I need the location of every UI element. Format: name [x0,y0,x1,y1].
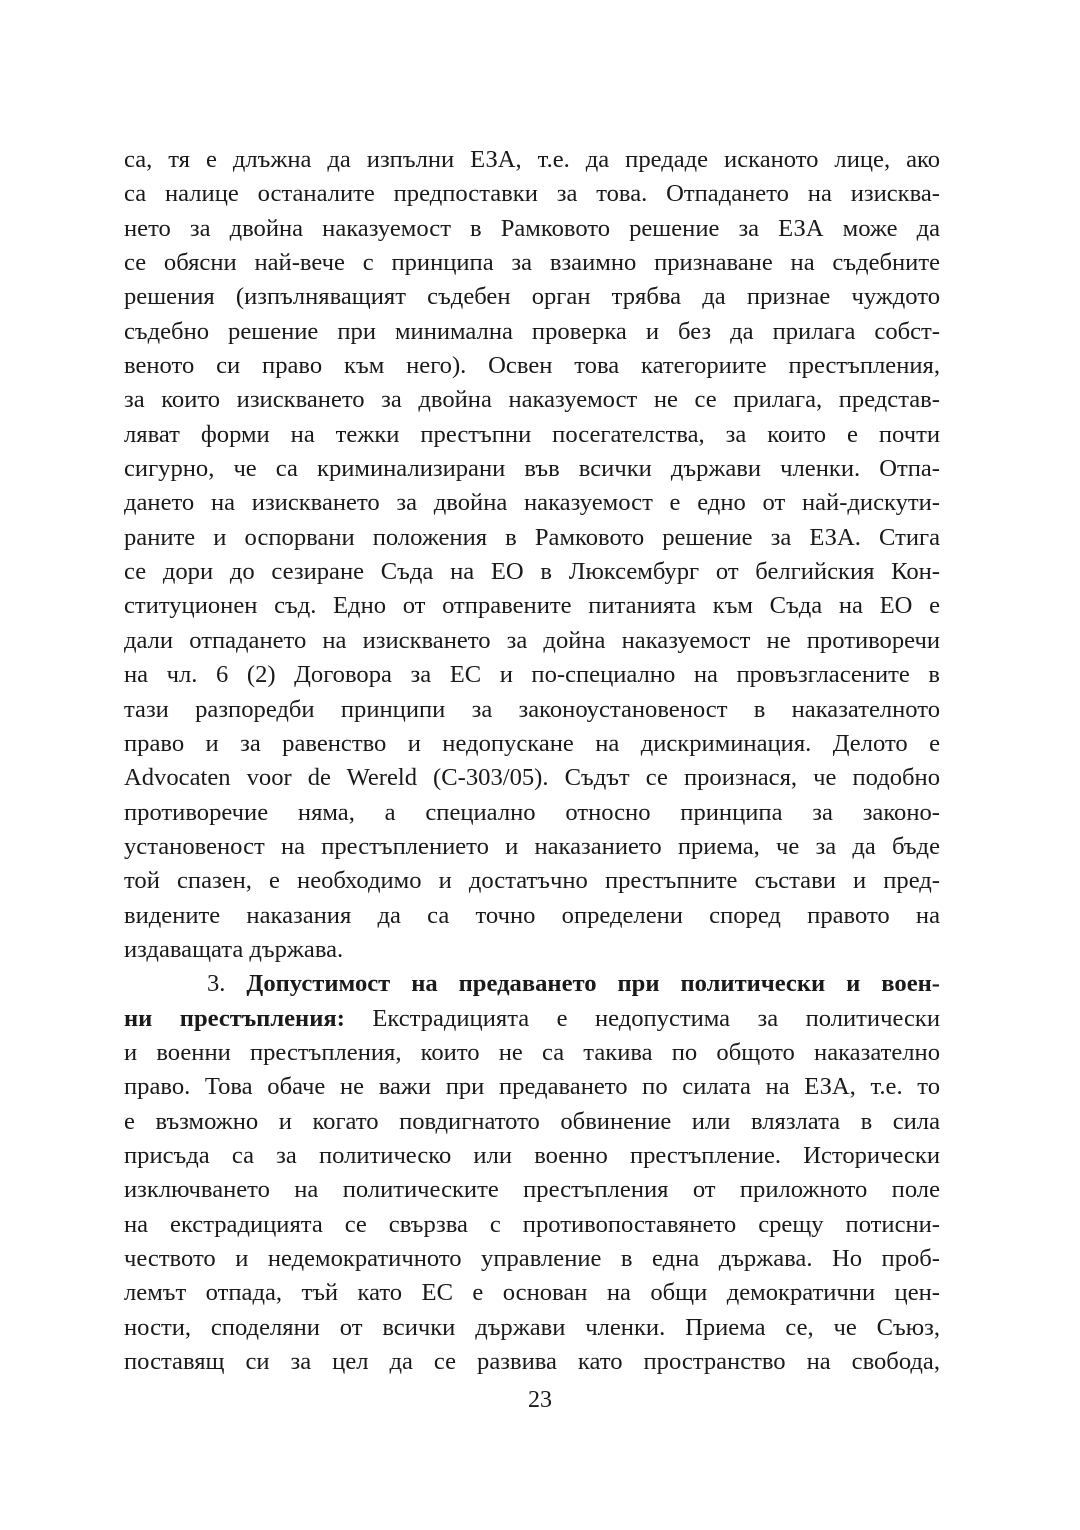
text-line: на екстрадицията се свързва с противопоставянето срещу потисни- [124,1210,940,1238]
section-title-part1: Допустимост на предаването при политически и воен- [246,970,940,998]
text-line: се дори до сезиране Съда на ЕО в Люксембург от белгийския Кон- [124,558,940,586]
section-title-part2: ни престъпления: [124,1004,345,1032]
text-line: лемът отпада, тъй като ЕС е основан на общи демократични цен- [124,1279,940,1307]
text-line: противоречие няма, а специално относно принципа за законо- [124,798,940,826]
text-line: решения (изпълняващият съдебен орган трябва да признае чуждото [124,283,940,311]
page-number: 23 [528,1387,552,1413]
text-line: ляват форми на тежки престъпни посегателства, за които е почти [124,420,940,448]
text-line: ности, споделяни от всички държави членки. Приема се, че Съюз, [124,1313,940,1341]
text-line: дането на изискването за двойна наказуемост е едно от най-дискути- [124,489,940,517]
body-text [124,143,940,1379]
text-line: издаващата държава. [124,935,344,963]
text-line: съдебно решение при минимална проверка и без да прилага собст- [124,317,940,345]
text-line: Advocaten voor de Wereld (C-303/05). Съдът се произнася, че подобно [124,764,940,792]
text-line: присъда са за политическо или военно престъпление. Исторически [124,1141,940,1169]
text-line: той спазен, е необходимо и достатъчно престъпните състави и пред- [124,867,940,895]
text-line: веното си право към него). Освен това категориите престъпления, [124,352,940,380]
text-line: изключването на политическите престъпления от приложното поле [124,1176,940,1204]
text-line: нето за двойна наказуемост в Рамковото решение за ЕЗА може да [124,214,940,242]
text-line: установеност на престъплението и наказанието приема, че за да бъде [124,832,940,860]
text-line: на чл. 6 (2) Договора за ЕС и по-специално на провъзгласените в [124,661,940,689]
text-line: са налице останалите предпоставки за това. Отпадането на изисква- [124,180,940,208]
text-line: се обясни най-вече с принципа за взаимно признаване на съдебните [124,249,940,277]
text-line: видените наказания да са точно определени според правото на [124,901,940,929]
text-line: поставящ си за цел да се развива като пространство на свобода, [124,1348,940,1376]
text-line: и военни престъпления, които не са такива по общото наказателно [124,1038,940,1066]
text-line: Екстрадицията е недопустима за политически [372,1004,940,1032]
section-number: 3. [207,970,226,998]
text-line: сигурно, че са криминализирани във всички държави членки. Отпа- [124,455,940,483]
text-line: право и за равенство и недопускане на дискриминация. Делото е [124,729,940,757]
section-heading-continuation [124,1002,940,1036]
text-line: ституционен съд. Едно от отправените питанията към Съда на ЕО е [124,592,940,620]
text-line: раните и оспорвани положения в Рамковото решение за ЕЗА. Стига [124,523,940,551]
text-line: чеството и недемократичното управление в една държава. Но проб- [124,1245,940,1272]
text-line: са, тя е длъжна да изпълни ЕЗА, т.е. да предаде исканото лице, ако [124,146,940,173]
text-line: тази разпоредби принципи за законоустановеност в наказателното [124,695,940,723]
text-line: дали отпадането на изискването за дойна наказуемост не противоречи [124,626,940,654]
text-line: за които изискването за двойна наказуемост не се прилага, представ- [124,386,940,414]
text-line: е възможно и когато повдигнатото обвинение или влязлата в сила [124,1107,940,1135]
text-line: право. Това обаче не важи при предаването по силата на ЕЗА, т.е. то [124,1073,940,1101]
section-heading [124,967,940,1001]
